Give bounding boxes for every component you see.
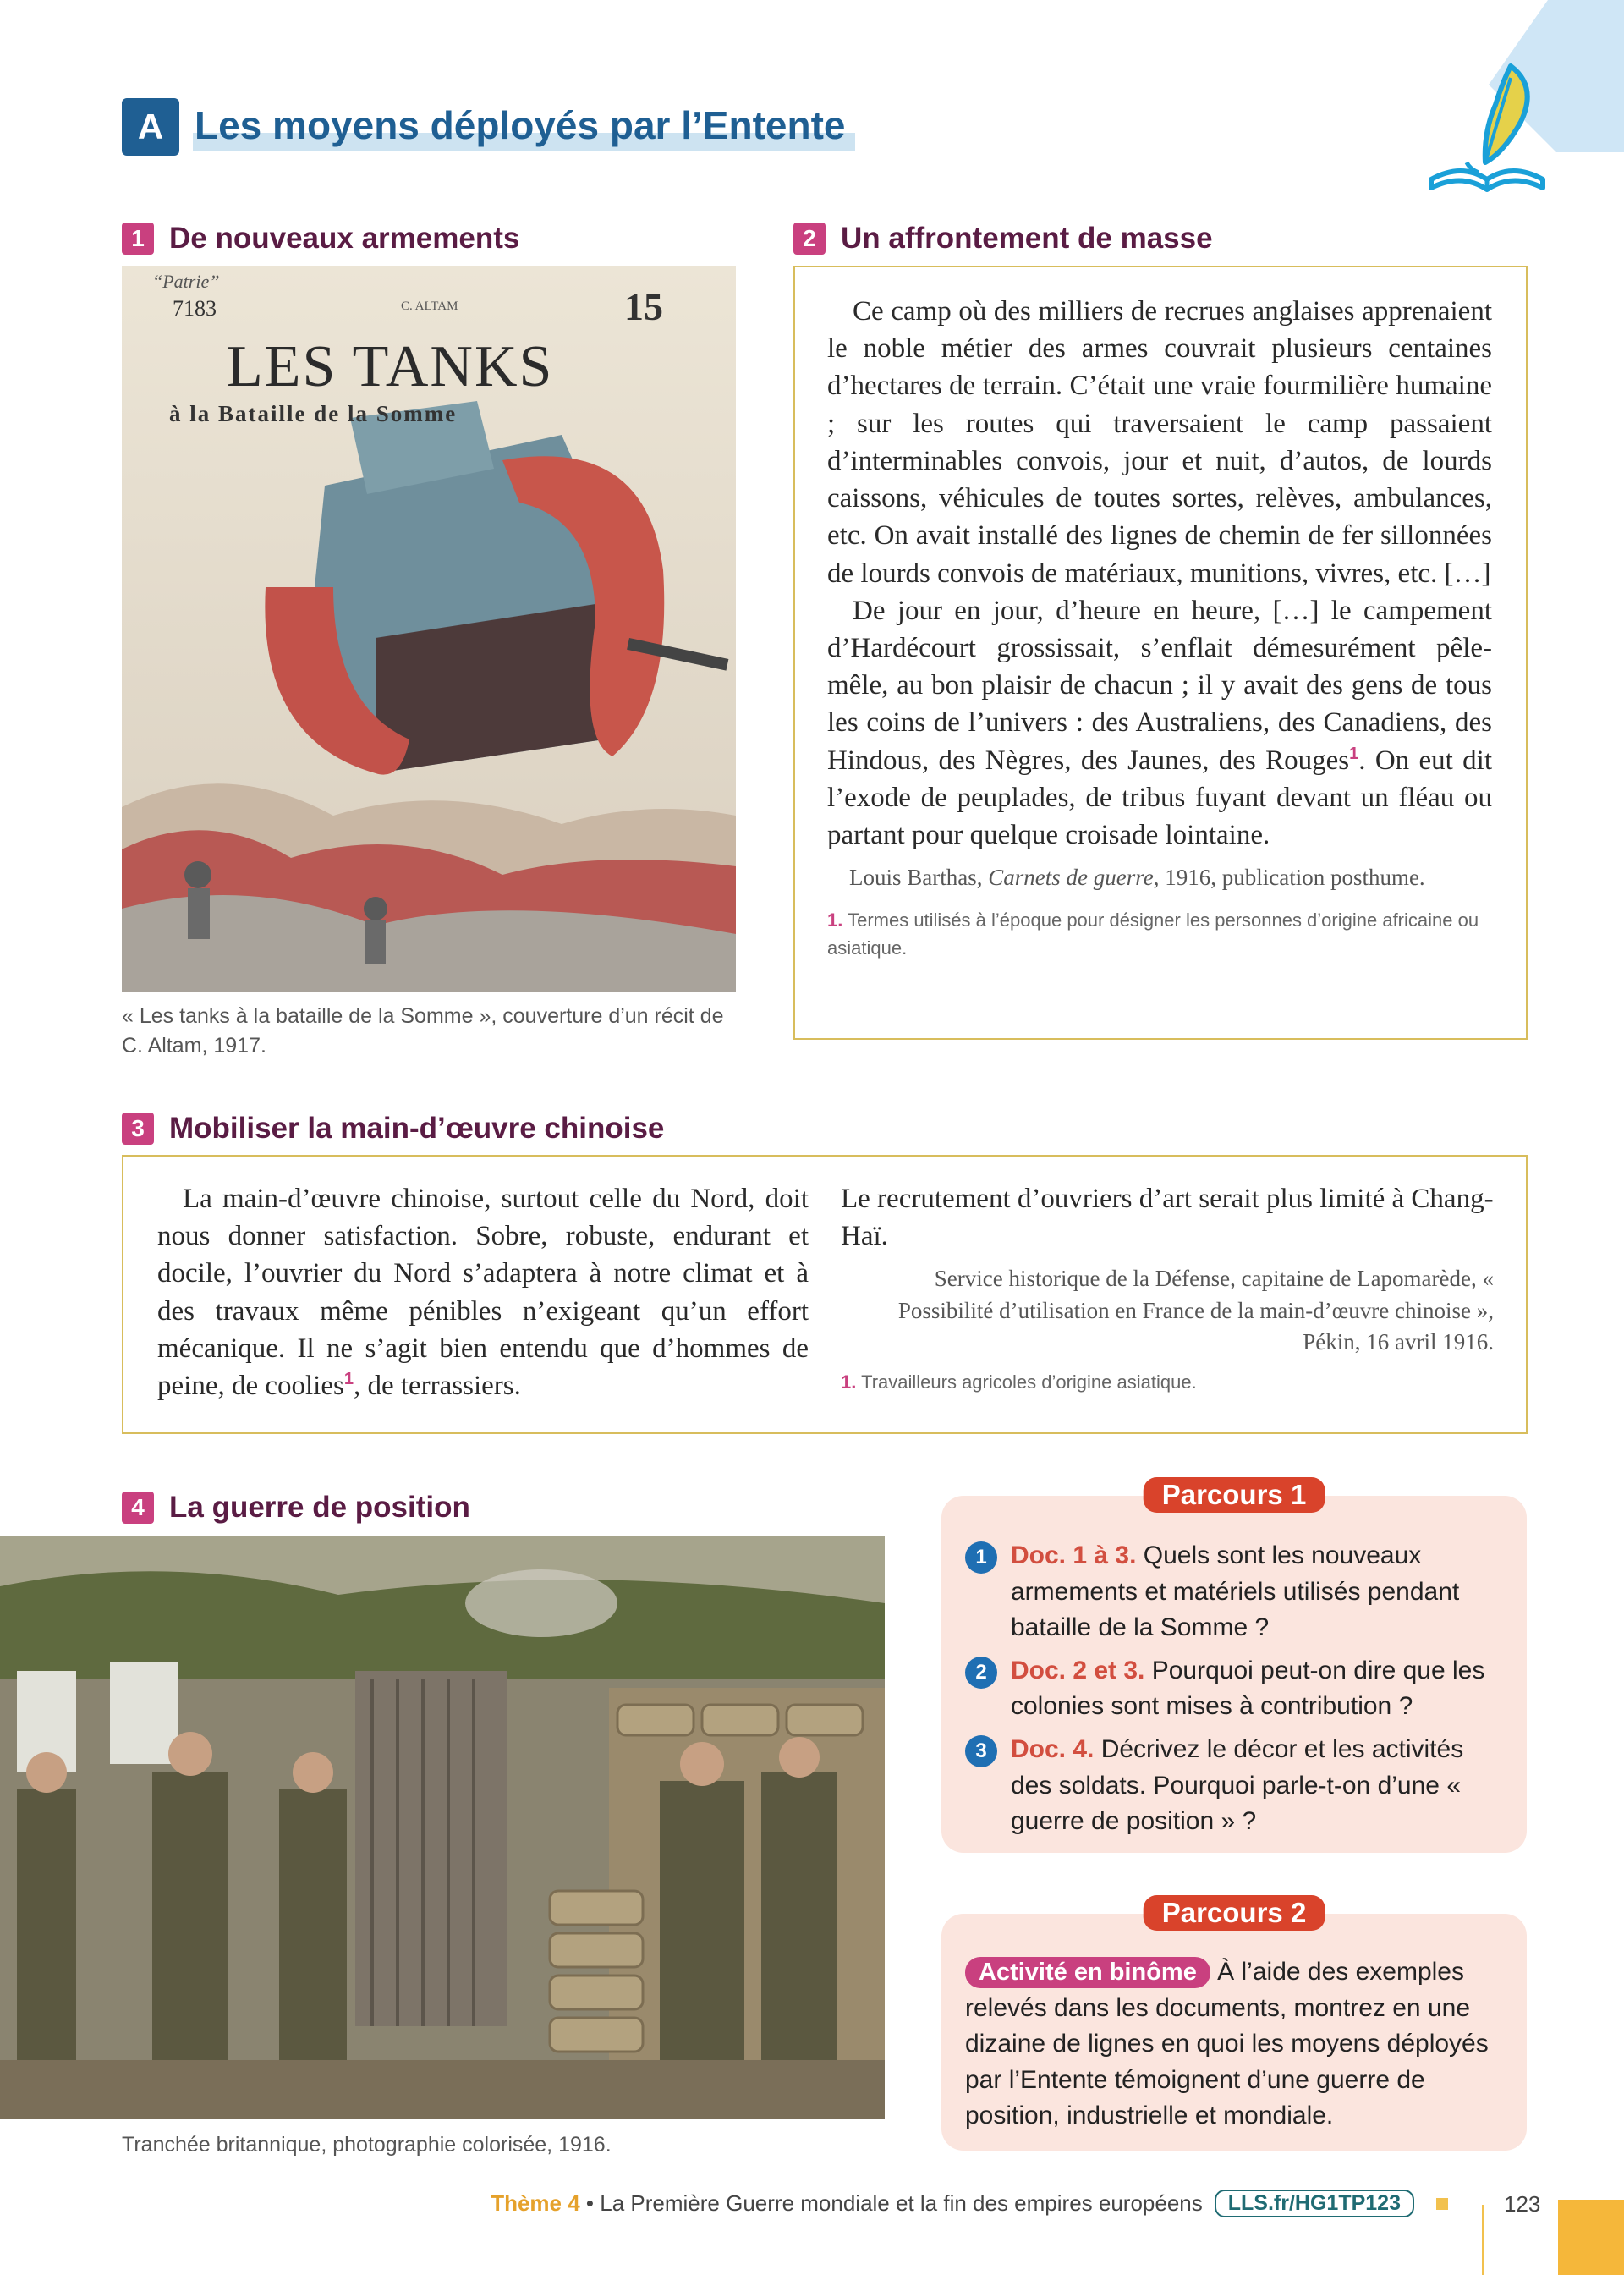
poster-title: LES TANKS — [227, 334, 554, 399]
doc1-caption: « Les tanks à la bataille de la Somme », couverture d’un récit de C. Altam, 1917. — [122, 1004, 724, 1058]
doc2-footnote-ref: 1 — [1349, 744, 1359, 763]
parcours-2-box — [941, 1897, 1527, 2151]
activity-pill: Activité en binôme — [965, 1957, 1210, 1988]
doc2-title: Un affrontement de masse — [841, 222, 1213, 255]
page-number: 123 — [1504, 2191, 1541, 2217]
doc3-paragraph-1: La main-d’œuvre chinoise, surtout celle du Nord, doit nous donner satisfaction. Sobre, robuste, endurant et docile, l’ouvrier du Nord s’adaptera à notre climat et à des travaux même pénibles n’exigeant qu’un effort mécanique. Il ne s’agit bien entendu que d’hommes de peine, de coolies$^1$, de terrassiers. — [157, 1184, 809, 1402]
parcours-1-box — [941, 1479, 1527, 1853]
quill-book-icon — [1419, 61, 1555, 196]
doc3-source: Service historique de la Défense, capitaine de Lapomarède, « Possibilité d’utilisation en France de la main-d’œuvre chinoise », Pékin, 16 avril 1916. — [897, 1266, 1494, 1355]
question-1: 1 Doc. 1 à 3. Quels sont les nouveaux armements et matériels utilisés pendant bataille de la Somme ? — [965, 1538, 1506, 1646]
trench-illustration — [0, 1536, 885, 2119]
question-2-number: 2 — [965, 1657, 997, 1689]
doc3-footnote: 1. Travailleurs agricoles d’origine asiatique. — [841, 1371, 1197, 1393]
doc4-number: 4 — [122, 1492, 154, 1524]
doc4-caption: Tranchée britannique, photographie colorisée, 1916. — [122, 2133, 612, 2157]
footer-marker — [1436, 2198, 1448, 2210]
tanks-poster-image — [122, 266, 736, 992]
doc4-header — [122, 1491, 470, 1525]
question-1-number: 1 — [965, 1541, 997, 1574]
doc3-column-1 — [157, 1180, 809, 1404]
doc1-title: De nouveaux armements — [169, 222, 520, 255]
parcours-1-label: Parcours 1 — [1144, 1477, 1325, 1513]
doc4-title: La guerre de position — [169, 1491, 470, 1524]
doc2-text-frame — [793, 266, 1528, 1040]
doc3-text-frame — [122, 1155, 1528, 1434]
footer: Thème 4 • La Première Guerre mondiale et la fin des empires européens LLS.fr/HG1TP123 — [491, 2190, 1448, 2217]
doc3-number: 3 — [122, 1113, 154, 1145]
page-divider — [1482, 2205, 1484, 2275]
footer-link[interactable]: LLS.fr/HG1TP123 — [1215, 2190, 1414, 2217]
poster-stamp-number: 7183 — [173, 296, 217, 321]
trench-photo — [0, 1536, 885, 2119]
parcours-1-questions — [965, 1538, 1506, 1840]
page-corner-tab — [1558, 2200, 1624, 2275]
footer-title: La Première Guerre mondiale et la fin des empires européens — [600, 2190, 1203, 2216]
footer-theme: Thème 4 — [491, 2190, 580, 2216]
doc2-footnote: 1. Termes utilisés à l’époque pour désigner les personnes d’origine africaine ou asiatique. — [827, 909, 1479, 959]
doc3-footnote-ref: 1 — [343, 1370, 354, 1389]
doc1-header — [122, 222, 519, 256]
question-2: 2 Doc. 2 et 3. Pourquoi peut-on dire que les colonies sont mises à contribution ? — [965, 1653, 1506, 1725]
doc2-source: Louis Barthas, Carnets de guerre, 1916, publication posthume. — [849, 865, 1425, 891]
question-3-number: 3 — [965, 1735, 997, 1767]
doc3-paragraph-2: Le recrutement d’ouvriers d’art serait plus limité à Chang-Haï. — [841, 1184, 1494, 1252]
parcours-2-text: Activité en binôme À l’aide des exemples relevés dans les documents, montrez en une dizaine de lignes en quoi les moyens déployés par l’Entente témoignent d’une guerre de position, industrielle et mondiale. — [965, 1958, 1489, 2130]
doc2-paragraph-2: De jour en jour, d’heure en heure, […] le campement d’Hardécourt grossissait, s’enflait démesurément pêle-mêle, au bon plaisir de chacun ; il y avait des gens de tous les coins de l’univers : des Australiens, des Canadiens, des Hindous, des Nègres, des Jaunes, des Rouges$^1$. On eut dit l’exode de peuplades, de tribus fuyant devant un fléau ou partant pour quelque croisade lointaine. — [827, 595, 1492, 851]
doc2-number: 2 — [793, 223, 826, 255]
doc2-header — [793, 222, 1213, 256]
doc1-number: 1 — [122, 223, 154, 255]
question-3: 3 Doc. 4. Décrivez le décor et les activités des soldats. Pourquoi parle-t-on d’une « guerre de position » ? — [965, 1732, 1506, 1840]
poster-subtitle: à la Bataille de la Somme — [169, 401, 458, 426]
section-header — [122, 96, 855, 157]
parcours-2-label: Parcours 2 — [1144, 1895, 1325, 1931]
poster-author: C. ALTAM — [401, 299, 458, 313]
section-letter: A — [122, 98, 179, 156]
doc3-title: Mobiliser la main-d’œuvre chinoise — [169, 1112, 665, 1145]
doc2-paragraph-1: Ce camp où des milliers de recrues anglaises apprenaient le noble métier des armes couvrait plusieurs centaines d’hectares de terrain. C’était une vraie fourmilière humaine ; sur les routes qui traversaient le camp passaient d’interminables convois, jour et nuit, d’autos, de lourds caissons, véhicules de toutes sortes, relèves, ambulances, etc. On avait installé des lignes de chemin de fer sillonnées de lourds convois de matériaux, munitions, vivres, etc. […] — [827, 296, 1492, 589]
doc3-header — [122, 1112, 664, 1146]
doc3-column-2 — [841, 1180, 1494, 1396]
section-title: Les moyens déployés par l’Entente — [193, 102, 855, 151]
poster-stamp-top: “Patrie” — [152, 271, 220, 292]
poster-price: 15 — [624, 285, 663, 328]
